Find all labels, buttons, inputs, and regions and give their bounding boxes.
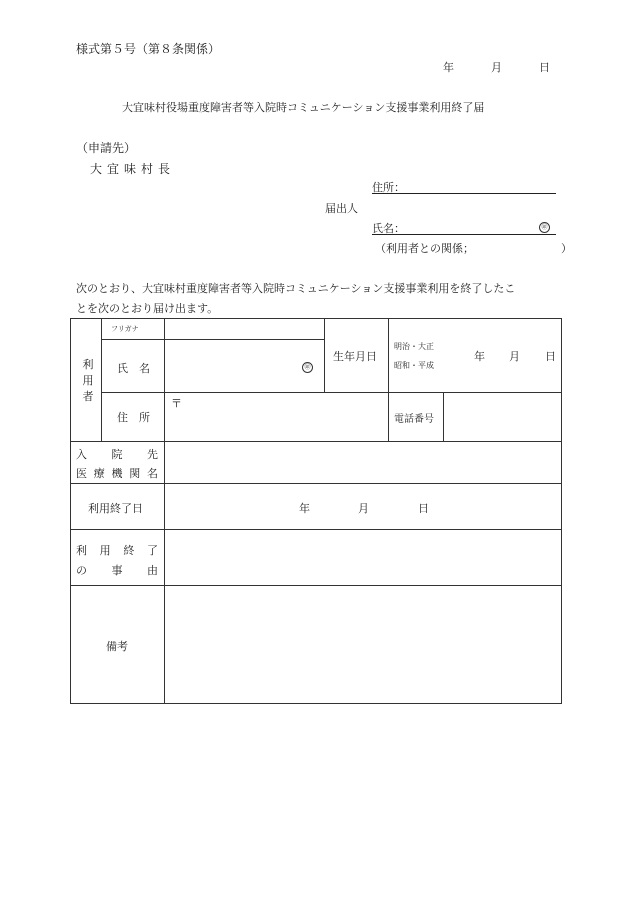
hospital-char: 入 (76, 448, 87, 461)
reason-label-line-2 (76, 562, 158, 578)
statement-line-2: とを次のとおり届け出ます。 (76, 302, 219, 315)
hospital-char: 名 (147, 467, 158, 480)
era-option-showa-heisei[interactable]: 昭和・平成 (394, 361, 434, 370)
reason-char: 由 (147, 564, 158, 577)
name-label (117, 360, 150, 376)
addressee-char: 味 (123, 162, 136, 176)
user-char: 利 (82, 358, 94, 371)
applicant-name-field[interactable] (372, 234, 556, 235)
seal-icon: ㊞ (539, 222, 550, 233)
applicant-address-label: 住所： (372, 181, 405, 194)
hospital-char: 機 (111, 467, 123, 480)
birth-month-label: 月 (509, 350, 520, 363)
address-label (117, 409, 150, 425)
statement-line-1: 次のとおり、大宜味村重度障害者等入院時コミュニケーション支援事業利用を終了したこ (76, 282, 516, 295)
name-char: 氏 (117, 362, 128, 375)
document-title: 大宜味村役場重度障害者等入院時コミュニケーション支援事業利用終了届 (122, 101, 485, 114)
hospital-name-field[interactable] (165, 442, 561, 483)
submitter-label: 届出人 (325, 202, 358, 215)
hospital-char: 先 (147, 448, 158, 461)
user-address-field[interactable] (185, 393, 388, 441)
relation-label: （利用者との関係； (375, 242, 474, 255)
end-date-label: 利用終了日 (88, 502, 143, 515)
applicant-address-field[interactable] (372, 193, 556, 194)
reason-char: の (76, 564, 87, 577)
date-day-label: 日 (539, 61, 550, 74)
name-char: 名 (139, 362, 150, 375)
address-char: 所 (139, 411, 150, 424)
reason-char: 終 (123, 544, 135, 557)
addressee-char: 村 (140, 162, 153, 176)
applicant-name-label: 氏名： (372, 222, 405, 235)
hospital-char: 関 (129, 467, 141, 480)
date-month-label: 月 (491, 61, 502, 74)
phone-label: 電話番号 (394, 414, 434, 425)
reason-char: 了 (146, 544, 158, 557)
end-year-label: 年 (299, 502, 310, 515)
reason-label-line-1 (76, 542, 158, 558)
hospital-label-line-2 (76, 465, 158, 481)
reason-char: 事 (111, 564, 123, 577)
birth-day-label: 日 (545, 350, 556, 363)
hospital-label-line-1 (76, 446, 158, 462)
end-day-label: 日 (418, 502, 429, 515)
hospital-char: 院 (111, 448, 123, 461)
user-name-field[interactable] (165, 340, 295, 392)
user-char: 者 (82, 390, 94, 403)
user-char: 用 (82, 374, 94, 387)
era-option-meiji-taisho[interactable]: 明治・大正 (394, 342, 434, 351)
addressee (90, 160, 170, 177)
user-vertical-label (81, 357, 95, 405)
reason-char: 利 (76, 544, 87, 557)
hospital-char: 医 (76, 467, 87, 480)
addressee-char: 長 (157, 162, 170, 176)
postal-mark: 〒 (171, 397, 182, 410)
end-month-label: 月 (358, 502, 369, 515)
remarks-field[interactable] (165, 586, 561, 703)
addressee-char: 宜 (106, 162, 119, 176)
birth-year-label: 年 (474, 350, 485, 363)
form-number: 様式第５号（第８条関係） (76, 42, 221, 56)
reason-char: 用 (99, 544, 111, 557)
birthdate-label: 生年月日 (333, 350, 377, 363)
seal-icon: ㊞ (302, 362, 313, 373)
addressee-label: （申請先） (76, 141, 137, 155)
end-reason-field[interactable] (165, 530, 561, 585)
remarks-label: 備考 (106, 640, 128, 653)
date-year-label: 年 (443, 61, 454, 74)
address-char: 住 (117, 411, 128, 424)
furigana-label: フリガナ (111, 325, 139, 333)
phone-field[interactable] (444, 393, 561, 441)
furigana-field[interactable] (165, 319, 324, 339)
hospital-char: 療 (93, 467, 105, 480)
relation-close: ） (561, 242, 572, 255)
addressee-char: 大 (90, 162, 103, 176)
